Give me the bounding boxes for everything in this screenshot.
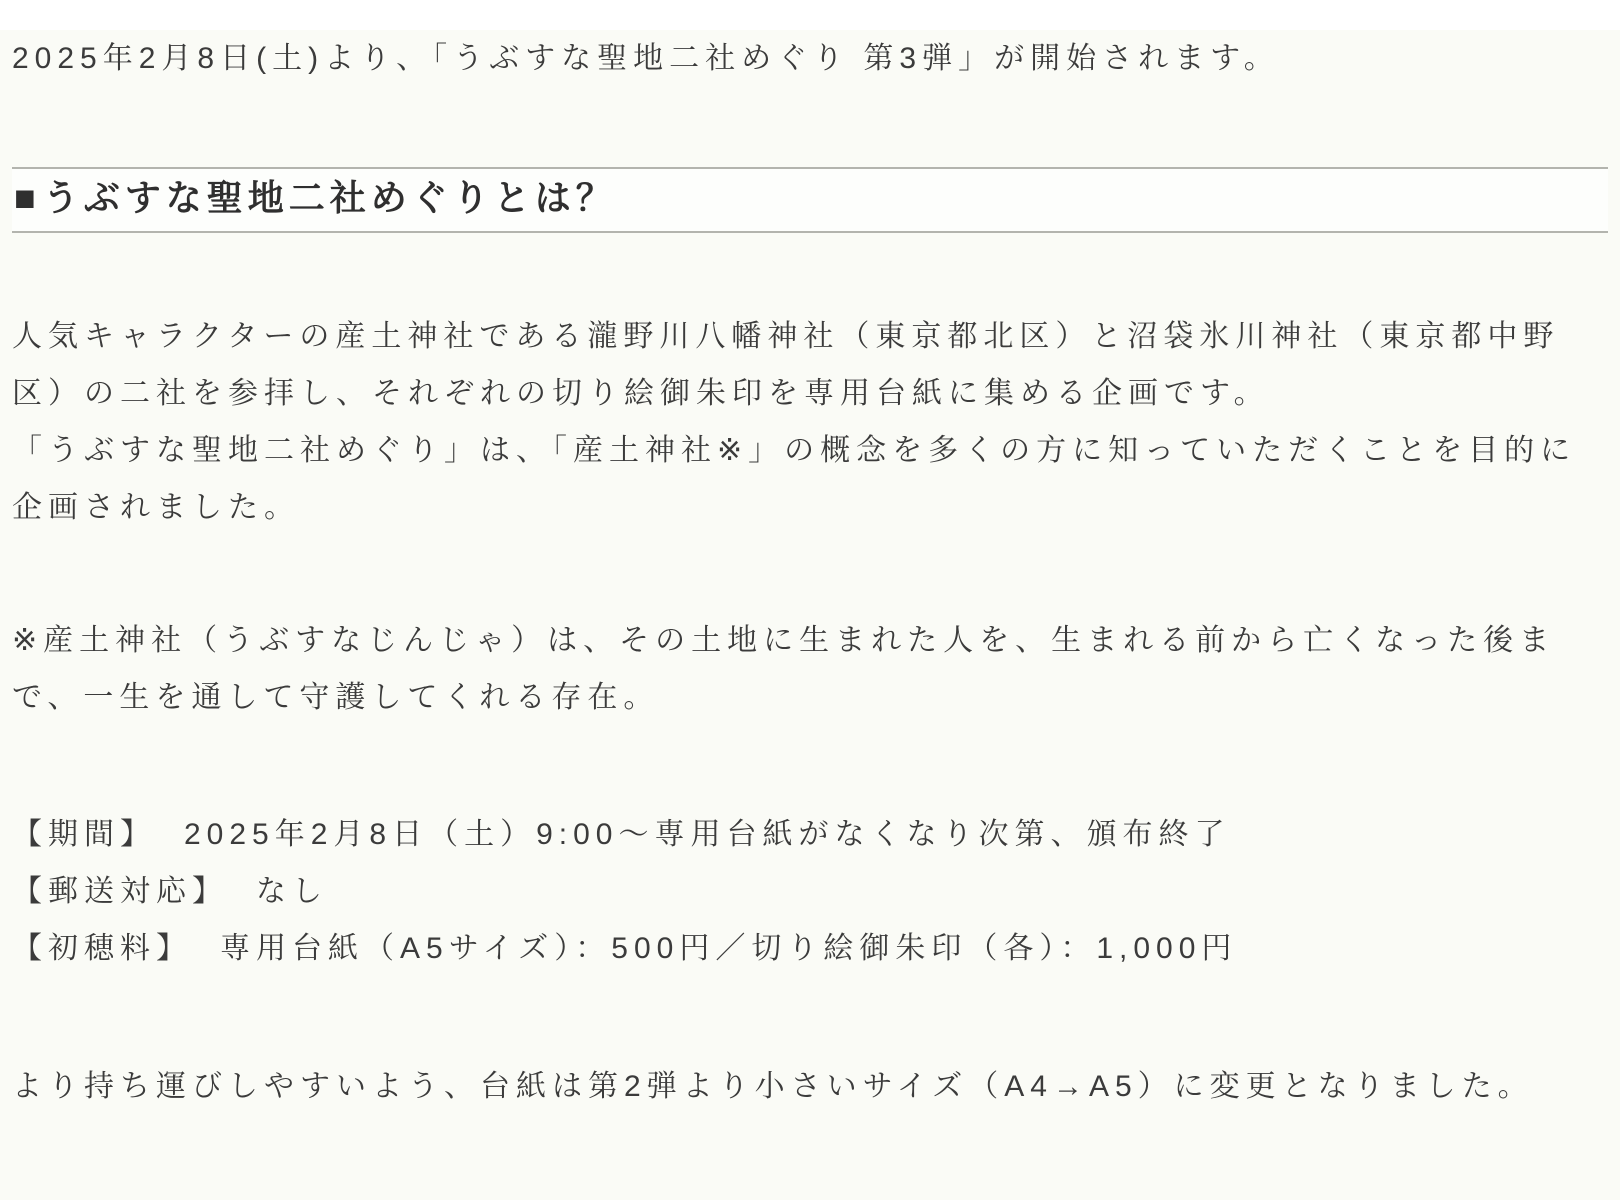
section-title: うぶすな聖地二社めぐりとは？: [42, 177, 617, 218]
detail-value-mail: なし: [256, 875, 328, 908]
article-content: [0, 30, 1620, 1115]
detail-label-period: 【期間】: [12, 818, 156, 851]
detail-label-fee: 【初穂料】: [12, 932, 192, 965]
about-sentence-1: 人気キャラクターの産土神社である瀧野川八幡神社（東京都北区）と沼袋氷川神社（東京都中野区）の二社を参拝し、それぞれの切り絵御朱印を専用台紙に集める企画です。: [12, 320, 1560, 410]
detail-line-mail: [12, 863, 1608, 920]
section-marker-icon: ■: [14, 177, 41, 218]
intro-text: 2025年2月8日(土)より、「うぶすな聖地二社めぐり 第3弾」が開始されます。: [12, 42, 1280, 75]
about-paragraph: [12, 308, 1608, 536]
detail-value-period: 2025年2月8日（土）9:00～専用台紙がなくなり次第、頒布終了: [184, 818, 1231, 851]
footnote-paragraph: ※産土神社（うぶすなじんじゃ）は、その土地に生まれた人を、生まれる前から亡くなった後まで、一生を通して守護してくれる存在。: [12, 624, 1556, 714]
detail-label-mail: 【郵送対応】: [12, 875, 228, 908]
footer-note: より持ち運びしやすいよう、台紙は第2弾より小さいサイズ（A4→A5）に変更となりました。: [12, 1070, 1534, 1103]
detail-line-fee: [12, 920, 1608, 977]
section-heading: [12, 167, 1608, 233]
top-strip: [0, 0, 1620, 30]
event-details: [12, 806, 1608, 977]
about-sentence-2: 「うぶすな聖地二社めぐり」は、「産土神社※」の概念を多くの方に知っていただくことを目的に企画されました。: [12, 434, 1577, 524]
detail-value-fee: 専用台紙（A5サイズ）：500円／切り絵御朱印（各）：1,000円: [220, 932, 1238, 965]
detail-line-period: [12, 806, 1608, 863]
